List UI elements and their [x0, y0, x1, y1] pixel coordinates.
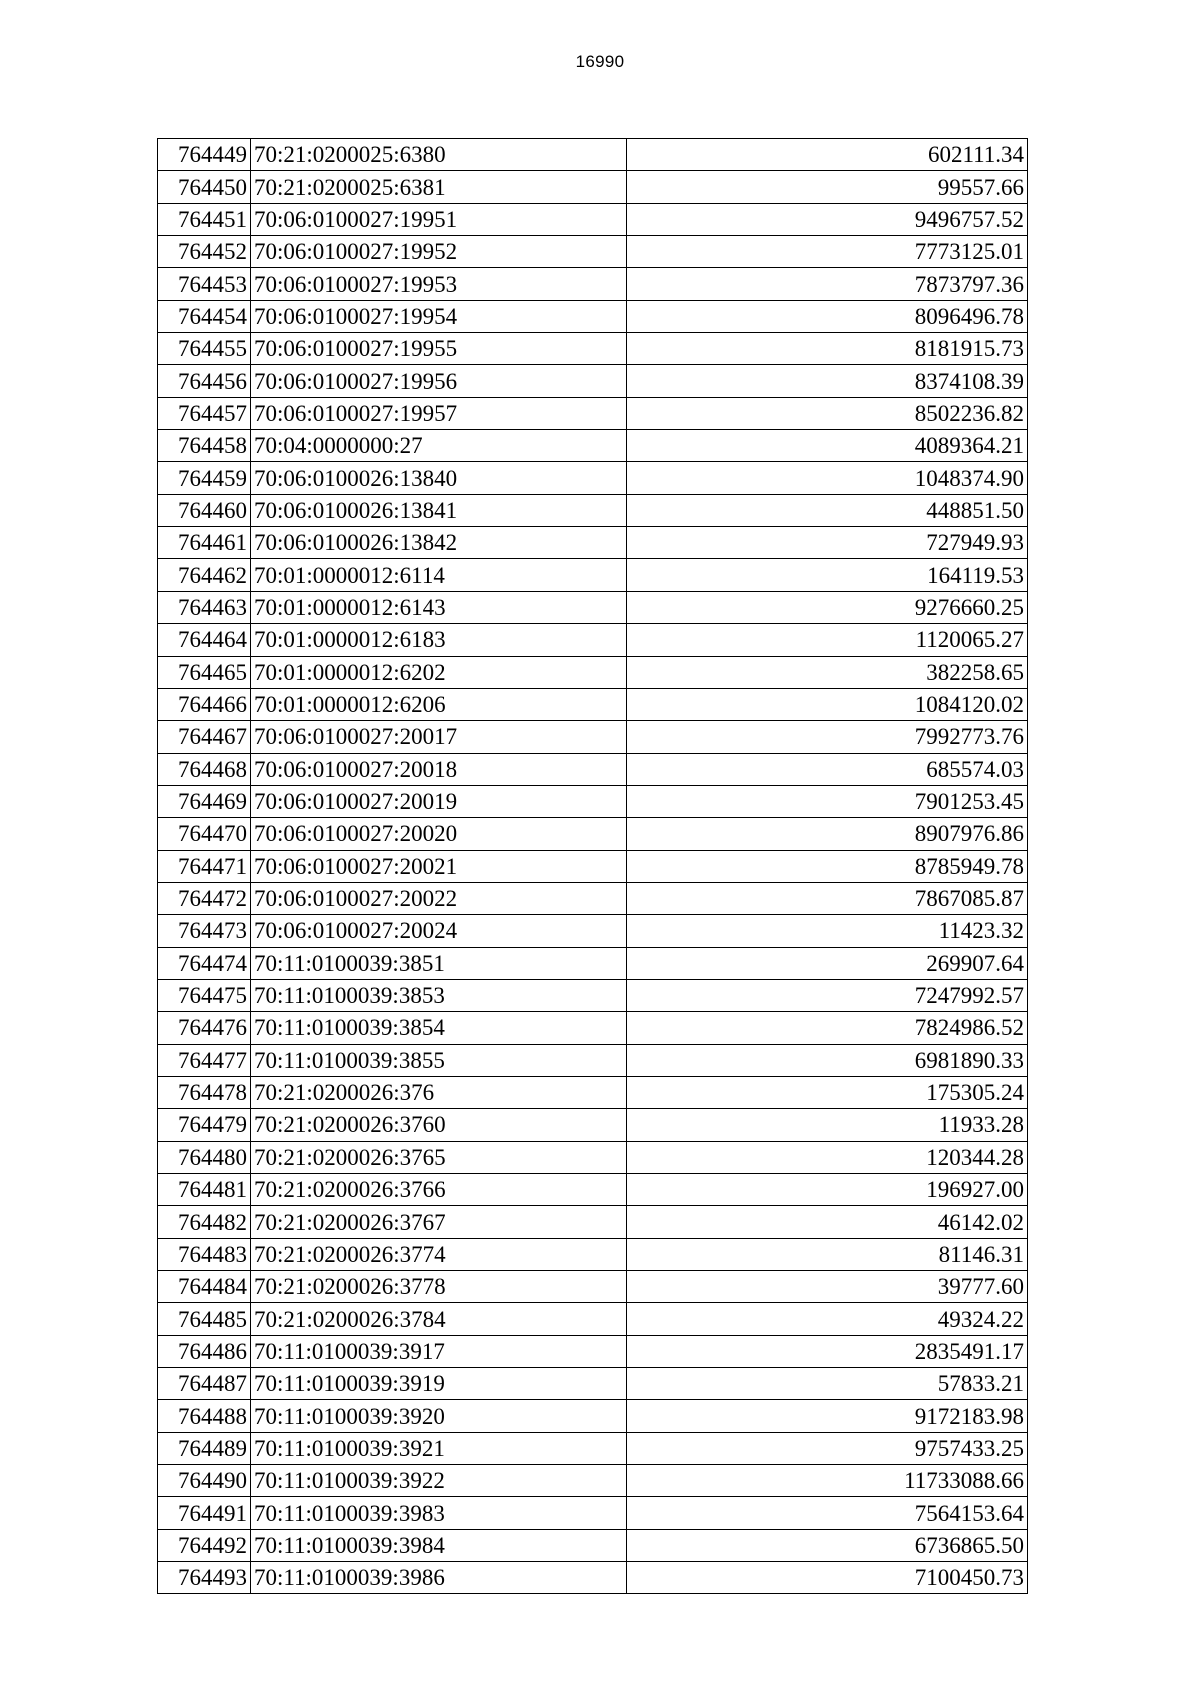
row-number-cell: 764477 [158, 1044, 251, 1076]
cadastral-number-cell: 70:06:0100027:20018 [251, 753, 627, 785]
cadastral-number-cell: 70:21:0200026:3774 [251, 1238, 627, 1270]
cadastral-number-cell: 70:01:0000012:6183 [251, 624, 627, 656]
table-row [158, 882, 1028, 914]
value-cell: 7100450.73 [627, 1562, 1028, 1594]
cadastral-number-cell: 70:11:0100039:3851 [251, 947, 627, 979]
value-cell: 9172183.98 [627, 1400, 1028, 1432]
row-number-cell: 764482 [158, 1206, 251, 1238]
value-cell: 99557.66 [627, 171, 1028, 203]
row-number-cell: 764452 [158, 236, 251, 268]
cadastral-number-cell: 70:11:0100039:3984 [251, 1529, 627, 1561]
row-number-cell: 764469 [158, 785, 251, 817]
value-cell: 9496757.52 [627, 203, 1028, 235]
table-row [158, 333, 1028, 365]
table-row [158, 591, 1028, 623]
row-number-cell: 764449 [158, 139, 251, 171]
cadastral-number-cell: 70:06:0100027:20017 [251, 721, 627, 753]
table-body [158, 139, 1028, 1594]
value-cell: 7901253.45 [627, 785, 1028, 817]
value-cell: 11733088.66 [627, 1465, 1028, 1497]
cadastral-number-cell: 70:21:0200026:3767 [251, 1206, 627, 1238]
row-number-cell: 764465 [158, 656, 251, 688]
cadastral-number-cell: 70:11:0100039:3920 [251, 1400, 627, 1432]
cadastral-number-cell: 70:06:0100027:19953 [251, 268, 627, 300]
table-row [158, 365, 1028, 397]
value-cell: 8785949.78 [627, 850, 1028, 882]
cadastral-number-cell: 70:21:0200025:6381 [251, 171, 627, 203]
table-row [158, 268, 1028, 300]
value-cell: 6736865.50 [627, 1529, 1028, 1561]
table-row [158, 1497, 1028, 1529]
value-cell: 8096496.78 [627, 300, 1028, 332]
table-row [158, 979, 1028, 1011]
table-row [158, 430, 1028, 462]
table-row [158, 1012, 1028, 1044]
cadastral-number-cell: 70:11:0100039:3922 [251, 1465, 627, 1497]
table-row [158, 171, 1028, 203]
row-number-cell: 764455 [158, 333, 251, 365]
value-cell: 8907976.86 [627, 818, 1028, 850]
table-row [158, 1174, 1028, 1206]
row-number-cell: 764457 [158, 397, 251, 429]
value-cell: 7773125.01 [627, 236, 1028, 268]
cadastral-number-cell: 70:06:0100027:20020 [251, 818, 627, 850]
table-row [158, 1238, 1028, 1270]
cadastral-number-cell: 70:06:0100026:13842 [251, 527, 627, 559]
value-cell: 7247992.57 [627, 979, 1028, 1011]
row-number-cell: 764487 [158, 1368, 251, 1400]
cadastral-number-cell: 70:06:0100027:19952 [251, 236, 627, 268]
row-number-cell: 764472 [158, 882, 251, 914]
row-number-cell: 764463 [158, 591, 251, 623]
table-row [158, 462, 1028, 494]
value-cell: 81146.31 [627, 1238, 1028, 1270]
row-number-cell: 764456 [158, 365, 251, 397]
table-row [158, 1206, 1028, 1238]
cadastral-number-cell: 70:11:0100039:3986 [251, 1562, 627, 1594]
row-number-cell: 764483 [158, 1238, 251, 1270]
cadastral-number-cell: 70:21:0200026:3765 [251, 1141, 627, 1173]
cadastral-number-cell: 70:01:0000012:6114 [251, 559, 627, 591]
value-cell: 4089364.21 [627, 430, 1028, 462]
table-row [158, 850, 1028, 882]
row-number-cell: 764489 [158, 1432, 251, 1464]
value-cell: 1084120.02 [627, 688, 1028, 720]
row-number-cell: 764478 [158, 1076, 251, 1108]
table-row [158, 1562, 1028, 1594]
value-cell: 8374108.39 [627, 365, 1028, 397]
table-row [158, 494, 1028, 526]
row-number-cell: 764460 [158, 494, 251, 526]
value-cell: 269907.64 [627, 947, 1028, 979]
value-cell: 7867085.87 [627, 882, 1028, 914]
value-cell: 1048374.90 [627, 462, 1028, 494]
value-cell: 120344.28 [627, 1141, 1028, 1173]
row-number-cell: 764453 [158, 268, 251, 300]
value-cell: 57833.21 [627, 1368, 1028, 1400]
cadastral-number-cell: 70:06:0100027:20019 [251, 785, 627, 817]
value-cell: 7564153.64 [627, 1497, 1028, 1529]
cadastral-number-cell: 70:11:0100039:3917 [251, 1335, 627, 1367]
table-row [158, 947, 1028, 979]
value-cell: 8181915.73 [627, 333, 1028, 365]
cadastral-number-cell: 70:21:0200026:3778 [251, 1271, 627, 1303]
table-row [158, 721, 1028, 753]
table-row [158, 624, 1028, 656]
cadastral-number-cell: 70:06:0100027:19957 [251, 397, 627, 429]
row-number-cell: 764466 [158, 688, 251, 720]
row-number-cell: 764468 [158, 753, 251, 785]
value-cell: 196927.00 [627, 1174, 1028, 1206]
row-number-cell: 764473 [158, 915, 251, 947]
value-cell: 6981890.33 [627, 1044, 1028, 1076]
cadastral-number-cell: 70:01:0000012:6206 [251, 688, 627, 720]
table-row [158, 1400, 1028, 1432]
table-row [158, 915, 1028, 947]
table-row [158, 1368, 1028, 1400]
table-row [158, 753, 1028, 785]
row-number-cell: 764492 [158, 1529, 251, 1561]
row-number-cell: 764467 [158, 721, 251, 753]
cadastral-number-cell: 70:06:0100027:19955 [251, 333, 627, 365]
cadastral-number-cell: 70:11:0100039:3919 [251, 1368, 627, 1400]
table-row [158, 1335, 1028, 1367]
cadastral-number-cell: 70:21:0200026:376 [251, 1076, 627, 1108]
value-cell: 2835491.17 [627, 1335, 1028, 1367]
row-number-cell: 764454 [158, 300, 251, 332]
row-number-cell: 764485 [158, 1303, 251, 1335]
value-cell: 39777.60 [627, 1271, 1028, 1303]
row-number-cell: 764464 [158, 624, 251, 656]
table-row [158, 785, 1028, 817]
row-number-cell: 764476 [158, 1012, 251, 1044]
cadastral-number-cell: 70:11:0100039:3854 [251, 1012, 627, 1044]
row-number-cell: 764474 [158, 947, 251, 979]
row-number-cell: 764458 [158, 430, 251, 462]
table-row [158, 1044, 1028, 1076]
table-row [158, 203, 1028, 235]
cadastral-number-cell: 70:04:0000000:27 [251, 430, 627, 462]
row-number-cell: 764490 [158, 1465, 251, 1497]
cadastral-number-cell: 70:11:0100039:3853 [251, 979, 627, 1011]
table-row [158, 688, 1028, 720]
value-cell: 7873797.36 [627, 268, 1028, 300]
cadastral-number-cell: 70:01:0000012:6202 [251, 656, 627, 688]
row-number-cell: 764462 [158, 559, 251, 591]
table-row [158, 527, 1028, 559]
table-row [158, 139, 1028, 171]
value-cell: 49324.22 [627, 1303, 1028, 1335]
value-cell: 164119.53 [627, 559, 1028, 591]
cadastral-number-cell: 70:21:0200026:3760 [251, 1109, 627, 1141]
page-number: 16990 [575, 52, 625, 71]
table-row [158, 397, 1028, 429]
row-number-cell: 764450 [158, 171, 251, 203]
row-number-cell: 764459 [158, 462, 251, 494]
cadastral-number-cell: 70:21:0200026:3784 [251, 1303, 627, 1335]
row-number-cell: 764475 [158, 979, 251, 1011]
value-cell: 7824986.52 [627, 1012, 1028, 1044]
row-number-cell: 764471 [158, 850, 251, 882]
table-row [158, 1076, 1028, 1108]
row-number-cell: 764480 [158, 1141, 251, 1173]
table-row [158, 1432, 1028, 1464]
value-cell: 8502236.82 [627, 397, 1028, 429]
row-number-cell: 764493 [158, 1562, 251, 1594]
cadastral-number-cell: 70:06:0100027:20021 [251, 850, 627, 882]
cadastral-number-cell: 70:06:0100027:19954 [251, 300, 627, 332]
table-row [158, 300, 1028, 332]
cadastral-number-cell: 70:06:0100026:13841 [251, 494, 627, 526]
row-number-cell: 764451 [158, 203, 251, 235]
value-cell: 175305.24 [627, 1076, 1028, 1108]
value-cell: 11423.32 [627, 915, 1028, 947]
value-cell: 1120065.27 [627, 624, 1028, 656]
cadastral-number-cell: 70:11:0100039:3983 [251, 1497, 627, 1529]
table-row [158, 236, 1028, 268]
value-cell: 602111.34 [627, 139, 1028, 171]
table-row [158, 1109, 1028, 1141]
value-cell: 46142.02 [627, 1206, 1028, 1238]
value-cell: 9276660.25 [627, 591, 1028, 623]
table-row [158, 1529, 1028, 1561]
cadastral-number-cell: 70:11:0100039:3855 [251, 1044, 627, 1076]
row-number-cell: 764461 [158, 527, 251, 559]
cadastral-number-cell: 70:01:0000012:6143 [251, 591, 627, 623]
row-number-cell: 764470 [158, 818, 251, 850]
row-number-cell: 764491 [158, 1497, 251, 1529]
value-cell: 7992773.76 [627, 721, 1028, 753]
table-row [158, 1271, 1028, 1303]
row-number-cell: 764481 [158, 1174, 251, 1206]
table-row [158, 1303, 1028, 1335]
table-row [158, 656, 1028, 688]
row-number-cell: 764488 [158, 1400, 251, 1432]
value-cell: 448851.50 [627, 494, 1028, 526]
value-cell: 9757433.25 [627, 1432, 1028, 1464]
row-number-cell: 764479 [158, 1109, 251, 1141]
cadastral-number-cell: 70:06:0100026:13840 [251, 462, 627, 494]
table-row [158, 1465, 1028, 1497]
cadastral-number-cell: 70:06:0100027:20024 [251, 915, 627, 947]
row-number-cell: 764484 [158, 1271, 251, 1303]
table-row [158, 559, 1028, 591]
row-number-cell: 764486 [158, 1335, 251, 1367]
cadastral-number-cell: 70:06:0100027:19951 [251, 203, 627, 235]
cadastral-number-cell: 70:06:0100027:20022 [251, 882, 627, 914]
cadastral-number-cell: 70:21:0200026:3766 [251, 1174, 627, 1206]
cadastral-number-cell: 70:21:0200025:6380 [251, 139, 627, 171]
value-cell: 11933.28 [627, 1109, 1028, 1141]
table-row [158, 1141, 1028, 1173]
value-cell: 382258.65 [627, 656, 1028, 688]
cadastral-number-cell: 70:11:0100039:3921 [251, 1432, 627, 1464]
cadastral-value-table [157, 138, 1028, 1594]
cadastral-number-cell: 70:06:0100027:19956 [251, 365, 627, 397]
table-row [158, 818, 1028, 850]
value-cell: 727949.93 [627, 527, 1028, 559]
value-cell: 685574.03 [627, 753, 1028, 785]
